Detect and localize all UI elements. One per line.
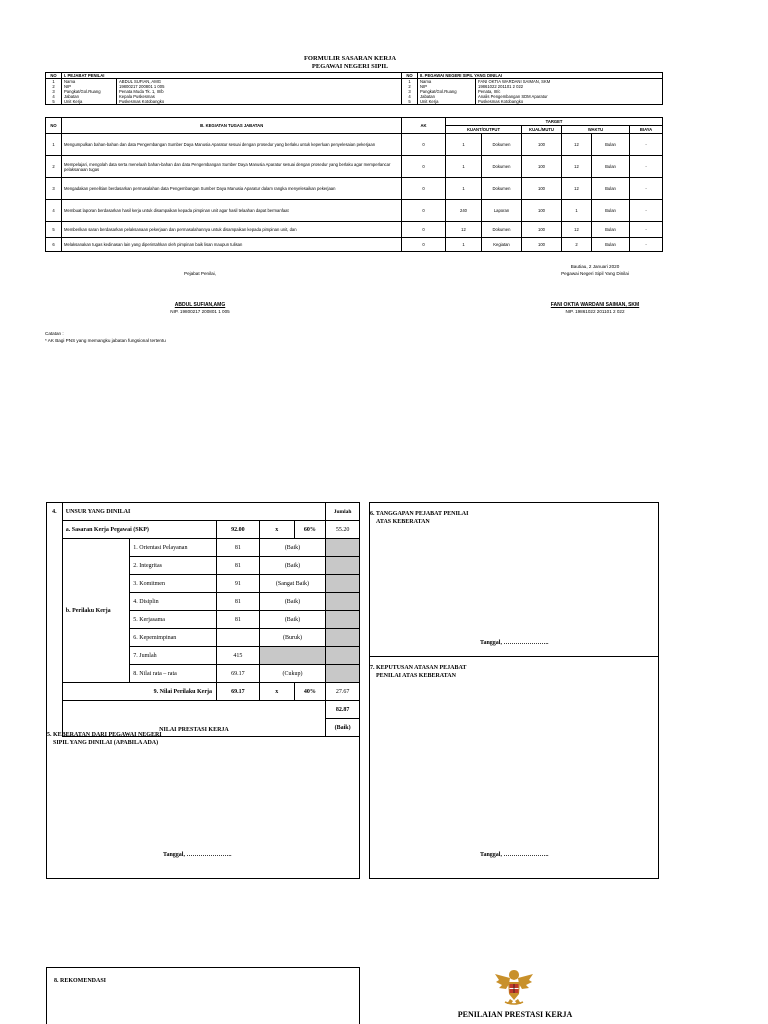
field-value: FANI OKTIA WARDANI SAIMAN, SKM xyxy=(476,79,663,85)
task-qty: 12 xyxy=(446,222,482,238)
field-label: Jabatan xyxy=(62,94,117,99)
task-ak: 0 xyxy=(402,222,446,238)
task-qty: 1 xyxy=(446,134,482,156)
place-date: Bautiau, 2 Januari 2020 xyxy=(570,264,620,269)
no-header-left: NO xyxy=(46,73,62,79)
task-desc: Mengadakan penelitian berdasarkan permasalahan data Pengembangan Sumber Daya Manusia Aparatur dalam rangka menyelesaikan pekerjaan xyxy=(62,178,402,200)
task-unit: Dokumen xyxy=(482,134,522,156)
prestasi-value: 82.87 xyxy=(326,701,360,719)
field-label: Pangkat/Gol.Ruang xyxy=(418,89,476,94)
skp-x: x xyxy=(259,521,294,539)
assessment-table xyxy=(46,502,360,737)
item-name: 5. Kerjasama xyxy=(130,611,217,629)
unsur-header: UNSUR YANG DINILAI xyxy=(62,503,325,521)
task-ak: 0 xyxy=(402,238,446,252)
task-time: 12 xyxy=(562,178,592,200)
item-grade: (Cukup) xyxy=(259,665,325,683)
task-desc: Mempelajari, mengolah data serta menelaah bahan-bahan dan data Pengembangan Sumber Daya Manusia Aparatur sesuai dengan prosedur yang berlaku agar memperlancar pelaksanaan tugas xyxy=(62,156,402,178)
notes-line: * AK Bagi PNS yang memangku jabatan fungsional tertentu xyxy=(45,338,166,343)
nilai-perilaku-pct: 40% xyxy=(294,683,326,701)
task-kual: 100 xyxy=(522,200,562,222)
recommendation-box xyxy=(46,967,360,1024)
section-7-line1: 7. KEPUTUSAN ATASAN PEJABAT xyxy=(370,665,467,671)
table-row xyxy=(46,222,663,238)
item-name: 2. Integritas xyxy=(130,557,217,575)
field-value: Penata Muda Tk. 1, III/b xyxy=(117,89,402,94)
col-activity: III. KEGIATAN TUGAS JABATAN xyxy=(62,118,402,134)
table-row xyxy=(46,178,663,200)
task-no: 5 xyxy=(46,222,62,238)
item-score: 81 xyxy=(216,539,259,557)
identity-table xyxy=(45,72,663,105)
field-label: Jabatan xyxy=(418,94,476,99)
table-row xyxy=(46,134,663,156)
field-label: Unit Kerja xyxy=(418,99,476,105)
task-time: 1 xyxy=(562,200,592,222)
form-title-line2: PEGAWAI NEGERI SIPIL xyxy=(311,63,389,70)
task-kual: 100 xyxy=(522,156,562,178)
signer-left-name: ABDUL SUFIAN,AMG xyxy=(174,302,226,308)
task-desc: Mengumpulkan bahan-bahan dan data Pengembangan Sumber Daya Manusia Aparatur sesuai dengan prosedur yang berlaku untuk keperluan penyelesaian pekerjaan xyxy=(62,134,402,156)
task-no: 3 xyxy=(46,178,62,200)
response-box xyxy=(369,502,659,879)
item-name: 6. Kepemimpinan xyxy=(130,629,217,647)
task-unit: Kegiatan xyxy=(482,238,522,252)
field-label: Nama xyxy=(62,79,117,85)
section-pejabat-penilai: I. PEJABAT PENILAI xyxy=(62,73,402,79)
task-time: 12 xyxy=(562,134,592,156)
task-desc: Memberikan saran berdasarkan pelaksanaan pekerjaan dan permasalahannya untuk disampaikan kepada pimpinan unit, dan xyxy=(62,222,402,238)
task-unit: Laporan xyxy=(482,200,522,222)
item-grade: (Sangat Baik) xyxy=(259,575,325,593)
field-label: Nama xyxy=(418,79,476,85)
tasks-table xyxy=(45,117,663,252)
item-score: 81 xyxy=(216,593,259,611)
item-name: 8. Nilai rata – rata xyxy=(130,665,217,683)
field-label: NIP xyxy=(418,84,476,89)
task-time-unit: Bulan xyxy=(592,200,630,222)
item-score xyxy=(216,629,259,647)
task-no: 2 xyxy=(46,156,62,178)
cover-title: PENILAIAN PRESTASI KERJA xyxy=(457,1010,573,1019)
field-value: Analis Pengembangan SDM Aparatur xyxy=(476,94,663,99)
signer-right-nip: NIP. 19861022 201101 2 022 xyxy=(565,309,625,314)
row-no: 3 xyxy=(46,89,62,94)
signer-right-name: FANI OKTIA WARDANI SAIMAN, SKM xyxy=(550,302,640,308)
field-value: ABDUL SUFIAN, AMG xyxy=(117,79,402,85)
row-no: 1 xyxy=(46,79,62,85)
prestasi-grade: (Baik) xyxy=(326,719,360,737)
section-7-line2: PENILAI ATAS KEBERATAN xyxy=(376,673,456,679)
task-ak: 0 xyxy=(402,178,446,200)
task-kual: 100 xyxy=(522,222,562,238)
task-time: 12 xyxy=(562,156,592,178)
field-label: NIP xyxy=(62,84,117,89)
row-no: 4 xyxy=(402,94,418,99)
item-score: 91 xyxy=(216,575,259,593)
task-qty: 1 xyxy=(446,178,482,200)
field-label: Pangkat/Gol.Ruang xyxy=(62,89,117,94)
task-time-unit: Bulan xyxy=(592,156,630,178)
item-grade: (Baik) xyxy=(259,593,325,611)
task-kual: 100 xyxy=(522,178,562,200)
task-biaya: - xyxy=(630,178,663,200)
item-score: 81 xyxy=(216,557,259,575)
field-value: Kepala Puskesmas xyxy=(117,94,402,99)
task-ak: 0 xyxy=(402,134,446,156)
section-6-tanggal: Tanggal, ………………….. xyxy=(480,640,549,646)
nilai-perilaku-x: x xyxy=(259,683,294,701)
section-pns-dinilai: II. PEGAWAI NEGERI SIPIL YANG DINILAI xyxy=(418,73,663,79)
gray-cell xyxy=(259,647,325,665)
task-biaya: - xyxy=(630,134,663,156)
section-7-tanggal: Tanggal, ………………….. xyxy=(480,852,549,858)
section-5-tanggal: Tanggal, ………………….. xyxy=(163,852,232,858)
task-no: 4 xyxy=(46,200,62,222)
item-grade: (Baik) xyxy=(259,557,325,575)
nilai-perilaku-label: 9. Nilai Perilaku Kerja xyxy=(62,683,216,701)
item-name: 3. Komitmen xyxy=(130,575,217,593)
divider xyxy=(369,656,659,657)
task-time: 2 xyxy=(562,238,592,252)
section-6-line2: ATAS KEBERATAN xyxy=(376,519,430,525)
nilai-perilaku-total: 27.67 xyxy=(326,683,360,701)
section-5-line2: SIPIL YANG DINILAI (APABILA ADA) xyxy=(53,740,159,746)
item-name: 1. Orientasi Pelayanan xyxy=(130,539,217,557)
gray-cell xyxy=(326,575,360,593)
task-time-unit: Bulan xyxy=(592,178,630,200)
skp-total: 55.20 xyxy=(326,521,360,539)
task-biaya: - xyxy=(630,222,663,238)
task-qty: 1 xyxy=(446,156,482,178)
item-name: 7. Jumlah xyxy=(130,647,217,665)
gray-cell xyxy=(326,557,360,575)
task-kual: 100 xyxy=(522,134,562,156)
task-biaya: - xyxy=(630,238,663,252)
col-kuant: KUANT/OUTPUT xyxy=(446,126,522,134)
task-no: 6 xyxy=(46,238,62,252)
task-unit: Dokumen xyxy=(482,156,522,178)
item-grade: (Baik) xyxy=(259,539,325,557)
gray-cell xyxy=(326,611,360,629)
skp-value: 92.00 xyxy=(216,521,259,539)
task-ak: 0 xyxy=(402,200,446,222)
gray-cell xyxy=(326,647,360,665)
form-title-line1: FORMULIR SASARAN KERJA xyxy=(303,55,397,62)
gray-cell xyxy=(326,593,360,611)
signer-right-role: Pegawai Negeri Sipil Yang Dinilai xyxy=(561,271,629,276)
field-value: Penata, III/c xyxy=(476,89,663,94)
task-time-unit: Bulan xyxy=(592,134,630,156)
task-biaya: - xyxy=(630,156,663,178)
task-time-unit: Bulan xyxy=(592,222,630,238)
field-label: Unit Kerja xyxy=(62,99,117,105)
table-row xyxy=(46,156,663,178)
section-4-num: 4. xyxy=(47,503,63,737)
gray-cell xyxy=(326,629,360,647)
col-target: TARGET xyxy=(446,118,663,126)
gray-cell xyxy=(326,539,360,557)
task-time: 12 xyxy=(562,222,592,238)
task-unit: Dokumen xyxy=(482,222,522,238)
item-score: 415 xyxy=(216,647,259,665)
col-waktu: WAKTU xyxy=(562,126,630,134)
task-qty: 240 xyxy=(446,200,482,222)
field-value: 19861022 201101 2 022 xyxy=(476,84,663,89)
signer-left-nip: NIP. 19800217 200801 1 005 xyxy=(170,309,230,314)
skp-pct: 60% xyxy=(294,521,326,539)
row-no: 5 xyxy=(46,99,62,105)
row-no: 5 xyxy=(402,99,418,105)
task-desc: Melaksanakan tugas kedinasan lain yang diperintahkan oleh pimpinan baik lisan maupun tulisan xyxy=(62,238,402,252)
row-no: 3 xyxy=(402,89,418,94)
task-no: 1 xyxy=(46,134,62,156)
task-time-unit: Bulan xyxy=(592,238,630,252)
jumlah-header: Jumlah xyxy=(326,503,360,521)
task-qty: 1 xyxy=(446,238,482,252)
row-no: 4 xyxy=(46,94,62,99)
field-value: Puskesmas Kotobangko xyxy=(476,99,663,105)
section-6-line1: 6. TANGGAPAN PEJABAT PENILAI xyxy=(370,511,469,517)
garuda-emblem-icon xyxy=(493,966,535,1008)
row-no: 2 xyxy=(402,84,418,89)
table-row xyxy=(46,238,663,252)
col-kual: KUAL/MUTU xyxy=(522,126,562,134)
task-unit: Dokumen xyxy=(482,178,522,200)
task-desc: Membuat laporan berdasarkan hasil kerja untuk disampaikan kepada pimpinan unit agar hasil telaahan dapat bermanfaat xyxy=(62,200,402,222)
section-8-label: 8. REKOMENDASI xyxy=(54,978,107,984)
nilai-perilaku-value: 69.17 xyxy=(216,683,259,701)
section-5-line1: 5. KEBERATAN DARI PEGAWAI NEGERI xyxy=(47,732,162,738)
row-no: 2 xyxy=(46,84,62,89)
row-no: 1 xyxy=(402,79,418,85)
col-ak: AK xyxy=(402,118,446,134)
no-header-right: NO xyxy=(402,73,418,79)
skp-label: a. Sasaran Kerja Pegawai (SKP) xyxy=(62,521,216,539)
col-no: NO xyxy=(46,118,62,134)
gray-cell xyxy=(326,665,360,683)
task-biaya: - xyxy=(630,200,663,222)
perilaku-label: b. Perilaku Kerja xyxy=(62,539,130,683)
signer-left-role: Pejabat Penilai, xyxy=(184,271,216,276)
prestasi-label: NILAI PRESTASI KERJA xyxy=(62,701,325,737)
item-grade: (Buruk) xyxy=(259,629,325,647)
field-value: 19800217 200801 1 005 xyxy=(117,84,402,89)
item-name: 4. Disiplin xyxy=(130,593,217,611)
task-ak: 0 xyxy=(402,156,446,178)
field-value: Puskesmas Kotobangko xyxy=(117,99,402,105)
col-biaya: BIAYA xyxy=(630,126,663,134)
item-score: 81 xyxy=(216,611,259,629)
item-score: 69.17 xyxy=(216,665,259,683)
notes-label: Catatan : xyxy=(45,331,64,336)
table-row xyxy=(46,200,663,222)
task-kual: 100 xyxy=(522,238,562,252)
item-grade: (Baik) xyxy=(259,611,325,629)
